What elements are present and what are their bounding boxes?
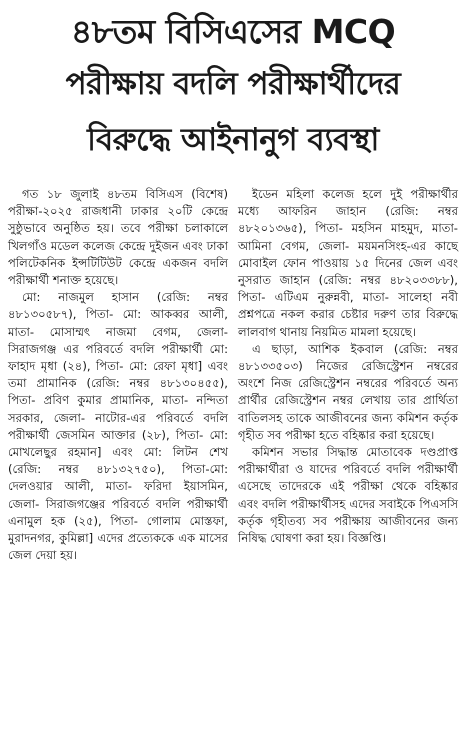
article-body <box>8 186 458 725</box>
paragraph: গত ১৮ জুলাই ৪৮তম বিসিএস (বিশেষ) পরীক্ষা-২০২৫ রাজধানী ঢাকার ২০টি কেন্দ্রে সুষ্ঠুভাবে অনুষ্ঠিত হয়। তবে পরীক্ষা চলাকালে খিলগাঁও মডেল কলেজ কেন্দ্রে দুইজন এবং ঢাকা পলিটেকনিক ইন্সটিটিউট কেন্দ্রে একজন বদলি পরীক্ষার্থী শনাক্ত হয়েছে। <box>8 187 228 288</box>
right-column <box>238 186 458 725</box>
paragraph: কমিশন সভার সিদ্ধান্ত মোতাবেক দণ্ডপ্রাপ্ত পরীক্ষার্থীরা ও যাদের পরিবর্তে বদলি পরীক্ষার্থী এসেছে তাদেরকে এই পরীক্ষা থেকে বহিষ্কার এবং বদলি পরীক্ষার্থীসহ এদের সবাইকে পিএসসি কর্তৃক গৃহীতব্য সব পরীক্ষায় আজীবনের জন্য নিষিদ্ধ ঘোষণা করা হয়। বিজ্ঞপ্তি। <box>238 445 458 546</box>
left-column <box>8 186 228 725</box>
headline-line-1: ৪৮তম বিসিএসের MCQ <box>70 12 396 51</box>
headline <box>8 8 458 168</box>
paragraph: এ ছাড়া, আশিক ইকবাল (রেজি: নম্বর ৪৮১৩৩৫০৩) নিজের রেজিস্ট্রেশন নম্বরের অংশে নিজ রেজিস্ট্রেশন নম্বরের পরিবর্তে অন্য প্রার্থীর রেজিস্ট্রেশন নম্বর লেখায় তার প্রার্থিতা বাতিলসহ তাকে আজীবনের জন্য কমিশন কর্তৃক গৃহীত সব পরীক্ষা হতে বহিষ্কার করা হয়েছে। <box>238 341 458 442</box>
headline-line-3: বিরুদ্ধে আইনানুগ ব্যবস্থা <box>87 122 379 158</box>
paragraph: ইডেন মহিলা কলেজ হলে দুই পরীক্ষার্থীর মধ্যে আফরিন জাহান (রেজি: নম্বর ৪৮২০১৩৬৫), পিতা- মহসিন মাহমুদ, মাতা- আমিনা বেগম, জেলা- ময়মনসিংহ-এর কাছে মোবাইল ফোন পাওয়ায় ১৫ দিনের জেল এবং নুসরাত জাহান (রেজি: নম্বর ৪৮২০৩৩৮৮), পিতা- এটিএম নুরুন্নবী, মাতা- সালেহা নবী প্রশ্নপত্রে নকল করার চেষ্টার দরুণ তার বিরুদ্ধে লালবাগ থানায় নিয়মিত মামলা হয়েছে। <box>238 187 458 339</box>
headline-line-2: পরীক্ষায় বদলি পরীক্ষার্থীদের <box>65 66 401 102</box>
paragraph: মো: নাজমুল হাসান (রেজি: নম্বর ৪৮১৩০৫৮৭), পিতা- মো: আকব্বর আলী, মাতা- মোসাম্মৎ নাজমা বেগম, জেলা- সিরাজগঞ্জ এর পরিবর্তে বদলি পরীক্ষার্থী মো: ফাহাদ মৃধা (২৪), পিতা- মো: রেফা মৃধা] এবং তমা প্রামানিক (রেজি: নম্বর ৪৮১৩০৪৫৫), পিতা- প্রবিণ কুমার প্রামানিক, মাতা- নন্দিতা সরকার, জেলা- নাটোর-এর পরিবর্তে বদলি পরীক্ষার্থী জেসমিন আক্তার (২৮), পিতা- মো: মোখলেছুর রহমান] এবং মো: লিটন শেখ (রেজি: নম্বর ৪৮১৩২৭৫০), পিতা-মো: দেলওয়ার আলী, মাতা- ফরিদা ইয়াসমিন, জেলা- সিরাজগঞ্জের পরিবর্তে বদলি পরীক্ষার্থী এনামুল হক (২৫), পিতা- গোলাম মোস্তফা, মুরাদনগর, কুমিল্লা] এদের প্রত্যেককে এক মাসের জেল দেয়া হয়। <box>8 290 228 563</box>
